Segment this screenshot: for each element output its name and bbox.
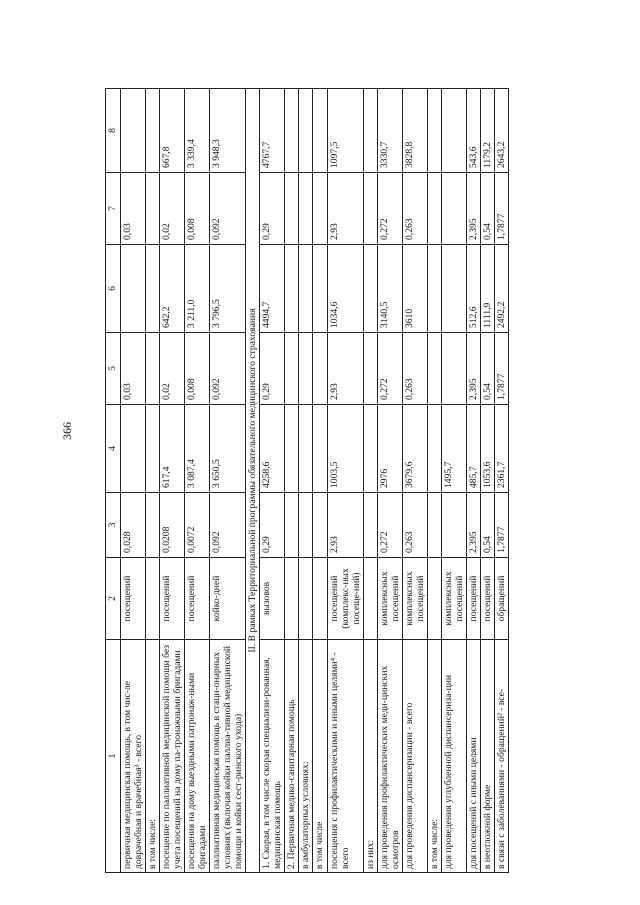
- unit-cell: посещений: [185, 558, 210, 640]
- column-header: 4: [106, 405, 121, 493]
- value-cell: [146, 333, 160, 405]
- table-row: [480, 89, 494, 873]
- unit-cell: посещений (комплекс-ных посеще-ний): [327, 558, 363, 640]
- value-cell: 0,263: [402, 493, 427, 558]
- value-cell: 543,6: [466, 89, 480, 173]
- value-cell: [299, 333, 313, 405]
- value-cell: [121, 89, 146, 173]
- value-cell: 0,54: [480, 493, 494, 558]
- unit-cell: посещений: [466, 558, 480, 640]
- row-label: в амбулаторных условиях:: [299, 640, 313, 873]
- value-cell: 1179,2: [480, 89, 494, 173]
- value-cell: [299, 173, 313, 245]
- value-cell: 1097,5: [327, 89, 363, 173]
- value-cell: [427, 405, 441, 493]
- value-cell: 0,02: [160, 333, 185, 405]
- value-cell: 0,29: [260, 173, 285, 245]
- row-label: для проведения профилактических меди-цинских осмотров: [377, 640, 402, 873]
- value-cell: 4767,7: [260, 89, 285, 173]
- value-cell: 3 948,3: [210, 89, 246, 173]
- row-label: первичная медицинская помощь, в том чис-ле доврачебная и врачебная³ - всего: [121, 640, 146, 873]
- table-row: [121, 89, 146, 873]
- value-cell: [313, 89, 327, 173]
- value-cell: [427, 493, 441, 558]
- value-cell: [146, 89, 160, 173]
- row-label: 1. Скорая, в том числе скорая специализи-рованная, медицинская помощь: [260, 640, 285, 873]
- unit-cell: посещений: [121, 558, 146, 640]
- value-cell: 2643,2: [494, 89, 508, 173]
- column-header: 6: [106, 245, 121, 333]
- value-cell: [427, 245, 441, 333]
- value-cell: 0,272: [377, 333, 402, 405]
- table-row: [160, 89, 185, 873]
- row-label: в связи с заболеваниями - обращений² - все-: [494, 640, 508, 873]
- value-cell: 0,092: [210, 493, 246, 558]
- table-row: [363, 89, 377, 873]
- value-cell: [299, 89, 313, 173]
- value-cell: [146, 405, 160, 493]
- value-cell: [299, 405, 313, 493]
- value-cell: [285, 405, 299, 493]
- value-cell: 2,395: [466, 493, 480, 558]
- value-cell: 2,395: [466, 173, 480, 245]
- column-header: 2: [106, 558, 121, 640]
- value-cell: 3 211,0: [185, 245, 210, 333]
- table-row: [299, 89, 313, 873]
- value-cell: 1034,6: [327, 245, 363, 333]
- value-cell: [313, 405, 327, 493]
- value-cell: 4258,6: [260, 405, 285, 493]
- row-label: в том числе: [313, 640, 327, 873]
- value-cell: 0,272: [377, 173, 402, 245]
- table-row: [427, 89, 441, 873]
- value-cell: [363, 173, 377, 245]
- value-cell: 1003,5: [327, 405, 363, 493]
- value-cell: [363, 405, 377, 493]
- value-cell: 2492,2: [494, 245, 508, 333]
- value-cell: [441, 493, 466, 558]
- value-cell: 0,03: [121, 333, 146, 405]
- table-body: [106, 89, 509, 873]
- value-cell: 3 339,4: [185, 89, 210, 173]
- value-cell: 2,395: [466, 333, 480, 405]
- value-cell: 2976: [377, 405, 402, 493]
- row-label: посещения с профилактическими и иными целями⁴ - всего: [327, 640, 363, 873]
- table-row: [327, 89, 363, 873]
- value-cell: 3828,8: [402, 89, 427, 173]
- value-cell: 0,092: [210, 173, 246, 245]
- unit-cell: [299, 558, 313, 640]
- column-header: 5: [106, 333, 121, 405]
- unit-cell: [363, 558, 377, 640]
- value-cell: [427, 89, 441, 173]
- value-cell: [285, 333, 299, 405]
- unit-cell: обращений: [494, 558, 508, 640]
- column-header: 7: [106, 173, 121, 245]
- value-cell: 1053,6: [480, 405, 494, 493]
- value-cell: [313, 173, 327, 245]
- value-cell: [146, 493, 160, 558]
- value-cell: 1495,7: [441, 405, 466, 493]
- value-cell: [285, 89, 299, 173]
- value-cell: 485,7: [466, 405, 480, 493]
- value-cell: 4494,7: [260, 245, 285, 333]
- value-cell: 0,263: [402, 333, 427, 405]
- value-cell: 617,4: [160, 405, 185, 493]
- header-row: [106, 89, 121, 873]
- value-cell: [441, 245, 466, 333]
- value-cell: 512,6: [466, 245, 480, 333]
- row-label: посещение по паллиативной медицинской помощи без учета посещений на дому па-тронажными бригадами: [160, 640, 185, 873]
- value-cell: 0,008: [185, 173, 210, 245]
- table-row: [313, 89, 327, 873]
- row-label: для проведения углубленной диспансериза-ции: [441, 640, 466, 873]
- row-label: из них:: [363, 640, 377, 873]
- value-cell: 1,7877: [494, 493, 508, 558]
- rotated-table-page: [105, 89, 561, 873]
- page-number: 366: [60, 422, 74, 440]
- value-cell: 3140,5: [377, 245, 402, 333]
- unit-cell: вызовов: [260, 558, 285, 640]
- value-cell: 1,7877: [494, 173, 508, 245]
- value-cell: 0,0208: [160, 493, 185, 558]
- table-row: [185, 89, 210, 873]
- value-cell: 0,03: [121, 173, 146, 245]
- value-cell: 2,93: [327, 493, 363, 558]
- value-cell: 3610: [402, 245, 427, 333]
- value-cell: [146, 245, 160, 333]
- value-cell: 0,272: [377, 493, 402, 558]
- value-cell: 667,8: [160, 89, 185, 173]
- value-cell: 3330,7: [377, 89, 402, 173]
- value-cell: 0,29: [260, 333, 285, 405]
- value-cell: 1111,9: [480, 245, 494, 333]
- value-cell: [313, 245, 327, 333]
- unit-cell: комплексных посещений: [377, 558, 402, 640]
- table-row: [146, 89, 160, 873]
- value-cell: [441, 89, 466, 173]
- row-label: в неотложной форме: [480, 640, 494, 873]
- unit-cell: комплексных посещений: [402, 558, 427, 640]
- section-title: II. В рамках Территориальной программы обязательного медицинского страхования: [246, 89, 260, 873]
- value-cell: 3679,6: [402, 405, 427, 493]
- value-cell: [427, 333, 441, 405]
- value-cell: 2,93: [327, 173, 363, 245]
- section-row: [246, 89, 260, 873]
- row-label: посещения на дому выездными патронаж-ными бригадами: [185, 640, 210, 873]
- table-row: [466, 89, 480, 873]
- table-row: [402, 89, 427, 873]
- value-cell: 0,54: [480, 333, 494, 405]
- value-cell: 642,2: [160, 245, 185, 333]
- table-row: [441, 89, 466, 873]
- row-label: для посещений с иными целями: [466, 640, 480, 873]
- value-cell: [285, 493, 299, 558]
- value-cell: 0,008: [185, 333, 210, 405]
- data-table: [105, 88, 509, 873]
- unit-cell: [285, 558, 299, 640]
- table-row: [285, 89, 299, 873]
- unit-cell: посещений: [160, 558, 185, 640]
- value-cell: [299, 493, 313, 558]
- unit-cell: комплексных посещений: [441, 558, 466, 640]
- value-cell: 3 796,5: [210, 245, 246, 333]
- table-row: [260, 89, 285, 873]
- column-header: 1: [106, 640, 121, 873]
- value-cell: 0,02: [160, 173, 185, 245]
- value-cell: [427, 173, 441, 245]
- value-cell: [363, 89, 377, 173]
- unit-cell: [427, 558, 441, 640]
- unit-cell: койко-дней: [210, 558, 246, 640]
- value-cell: [121, 245, 146, 333]
- value-cell: 0,092: [210, 333, 246, 405]
- value-cell: [146, 173, 160, 245]
- value-cell: [313, 333, 327, 405]
- table-row: [210, 89, 246, 873]
- value-cell: 0,263: [402, 173, 427, 245]
- column-header: 8: [106, 89, 121, 173]
- value-cell: 2,93: [327, 333, 363, 405]
- unit-cell: посещений: [480, 558, 494, 640]
- row-label: в том числе:: [146, 640, 160, 873]
- value-cell: 1,7877: [494, 333, 508, 405]
- table-row: [377, 89, 402, 873]
- row-label: в том числе:: [427, 640, 441, 873]
- value-cell: 3 650,5: [210, 405, 246, 493]
- value-cell: 0,54: [480, 173, 494, 245]
- value-cell: [363, 245, 377, 333]
- value-cell: [285, 245, 299, 333]
- value-cell: [441, 333, 466, 405]
- table-row: [494, 89, 508, 873]
- value-cell: 3 087,4: [185, 405, 210, 493]
- unit-cell: [313, 558, 327, 640]
- value-cell: [285, 173, 299, 245]
- value-cell: [313, 493, 327, 558]
- value-cell: 0,29: [260, 493, 285, 558]
- value-cell: [299, 245, 313, 333]
- value-cell: [441, 173, 466, 245]
- value-cell: 0,028: [121, 493, 146, 558]
- row-label: для проведения диспансеризации - всего: [402, 640, 427, 873]
- value-cell: [363, 493, 377, 558]
- value-cell: [363, 333, 377, 405]
- value-cell: 0,0072: [185, 493, 210, 558]
- row-label: 2. Первичная медико-санитарная помощь: [285, 640, 299, 873]
- value-cell: [121, 405, 146, 493]
- unit-cell: [146, 558, 160, 640]
- row-label: паллиативная медицинская помощь в стаци-онарных условиях (включая койки паллиа-тивной медицинской помощи и койки сест-ринского ухода): [210, 640, 246, 873]
- value-cell: 2361,7: [494, 405, 508, 493]
- column-header: 3: [106, 493, 121, 558]
